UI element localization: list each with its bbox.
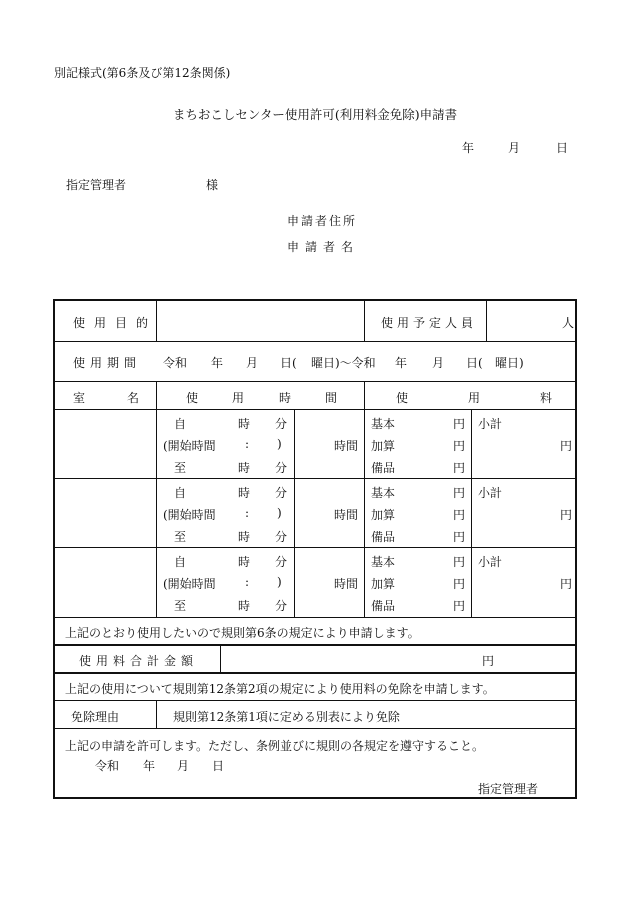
row3-to-hour: 時	[238, 599, 251, 613]
row1-subtotal-label: 小計	[478, 417, 503, 431]
row1-to-minute: 分	[275, 461, 288, 475]
time-label-3: 時	[279, 391, 292, 405]
row2-from-hour: 時	[238, 486, 251, 500]
period-label: 使用期間	[73, 356, 142, 370]
row3-to-minute: 分	[275, 599, 288, 613]
row3-subtotal-label: 小計	[478, 555, 503, 569]
permission-day: 日	[212, 759, 225, 773]
row2-from-minute: 分	[275, 486, 288, 500]
permission-era: 令和	[95, 759, 120, 773]
row2-from: 自	[174, 486, 187, 500]
row2-subtotal-label: 小計	[478, 486, 503, 500]
row3-fee-equipment: 備品	[371, 599, 396, 613]
row2-start-colon: :	[245, 506, 250, 520]
expected-people-field[interactable]	[489, 304, 557, 338]
row2-hours-unit: 時間	[334, 508, 359, 522]
date-year-label: 年	[462, 141, 475, 155]
row1-fee-equipment: 備品	[371, 461, 396, 475]
row3-fee-addition: 加算	[371, 577, 396, 591]
row1-from-hour: 時	[238, 417, 251, 431]
row1-yen-addition: 円	[453, 439, 466, 453]
date-month-label: 月	[508, 141, 521, 155]
row2-subtotal-yen: 円	[560, 508, 573, 522]
people-unit: 人	[562, 316, 575, 330]
row1-start-colon: :	[245, 437, 250, 451]
row1-fee-basic: 基本	[371, 417, 396, 431]
row2-start-close: )	[277, 506, 282, 520]
period-weekday-2: 曜日)	[495, 356, 524, 370]
row3-fee-basic: 基本	[371, 555, 396, 569]
applicant-address-label: 申請者住所	[287, 214, 358, 228]
row1-start-close: )	[277, 437, 282, 451]
row1-hours-unit: 時間	[334, 439, 359, 453]
applicant-name-label: 申請者名	[287, 240, 360, 254]
row2-fee-addition: 加算	[371, 508, 396, 522]
fee-label-2: 用	[468, 391, 481, 405]
application-statement: 上記のとおり使用したいので規則第6条の規定により申請します。	[65, 626, 420, 640]
purpose-label: 使用目的	[73, 316, 158, 330]
purpose-field[interactable]	[159, 304, 362, 338]
permission-month: 月	[177, 759, 190, 773]
date-day-label: 日	[556, 141, 569, 155]
period-day-2: 日(	[466, 356, 483, 370]
row1-start-open: (開始時間	[163, 439, 216, 453]
time-label-1: 使	[186, 391, 199, 405]
row3-start-colon: :	[245, 575, 250, 589]
permission-statement: 上記の申請を許可します。ただし、条例並びに規則の各規定を遵守すること。	[65, 739, 485, 753]
application-form-table	[53, 299, 577, 799]
total-fee-label: 使用料合計金額	[79, 654, 199, 668]
row2-yen-basic: 円	[453, 486, 466, 500]
row3-to: 至	[174, 599, 187, 613]
room-label-1: 室	[73, 391, 86, 405]
row2-yen-addition: 円	[453, 508, 466, 522]
period-era: 令和	[163, 356, 188, 370]
row1-subtotal-yen: 円	[560, 439, 573, 453]
permission-year: 年	[143, 759, 156, 773]
row2-yen-equipment: 円	[453, 530, 466, 544]
time-label-4: 間	[325, 391, 338, 405]
period-year-2: 年	[395, 356, 408, 370]
row1-to: 至	[174, 461, 187, 475]
expected-people-label: 使用予定人員	[381, 316, 478, 330]
row3-start-close: )	[277, 575, 282, 589]
row2-to-hour: 時	[238, 530, 251, 544]
period-month-2: 月	[432, 356, 445, 370]
row3-from-minute: 分	[275, 555, 288, 569]
row2-fee-equipment: 備品	[371, 530, 396, 544]
period-weekday-1: 曜日)～令和	[311, 356, 376, 370]
row3-subtotal-yen: 円	[560, 577, 573, 591]
row3-yen-addition: 円	[453, 577, 466, 591]
fee-label-1: 使	[396, 391, 409, 405]
row3-yen-equipment: 円	[453, 599, 466, 613]
row1-to-hour: 時	[238, 461, 251, 475]
row3-start-open: (開始時間	[163, 577, 216, 591]
fee-label-3: 料	[540, 391, 553, 405]
addressee-label: 指定管理者	[66, 178, 127, 192]
row3-from: 自	[174, 555, 187, 569]
exemption-reason: 規則第12条第1項に定める別表により免除	[173, 710, 400, 724]
row1-yen-equipment: 円	[453, 461, 466, 475]
exemption-reason-label: 免除理由	[71, 710, 120, 724]
addressee-suffix: 様	[206, 178, 219, 192]
row3-hours-unit: 時間	[334, 577, 359, 591]
row3-yen-basic: 円	[453, 555, 466, 569]
form-number: 別記様式(第6条及び第12条関係)	[54, 66, 231, 80]
document-title: まちおこしセンター使用許可(利用料金免除)申請書	[172, 107, 458, 122]
permission-manager: 指定管理者	[478, 782, 539, 796]
period-year-1: 年	[211, 356, 224, 370]
row1-from: 自	[174, 417, 187, 431]
time-label-2: 用	[232, 391, 245, 405]
row1-from-minute: 分	[275, 417, 288, 431]
row2-start-open: (開始時間	[163, 508, 216, 522]
total-fee-unit: 円	[482, 654, 495, 668]
row2-to: 至	[174, 530, 187, 544]
period-day-1: 日(	[280, 356, 297, 370]
row3-from-hour: 時	[238, 555, 251, 569]
row2-to-minute: 分	[275, 530, 288, 544]
row2-fee-basic: 基本	[371, 486, 396, 500]
row1-yen-basic: 円	[453, 417, 466, 431]
exemption-statement: 上記の使用について規則第12条第2項の規定により使用料の免除を申請します。	[65, 682, 495, 696]
room-label-2: 名	[127, 391, 140, 405]
row1-fee-addition: 加算	[371, 439, 396, 453]
period-month-1: 月	[246, 356, 259, 370]
